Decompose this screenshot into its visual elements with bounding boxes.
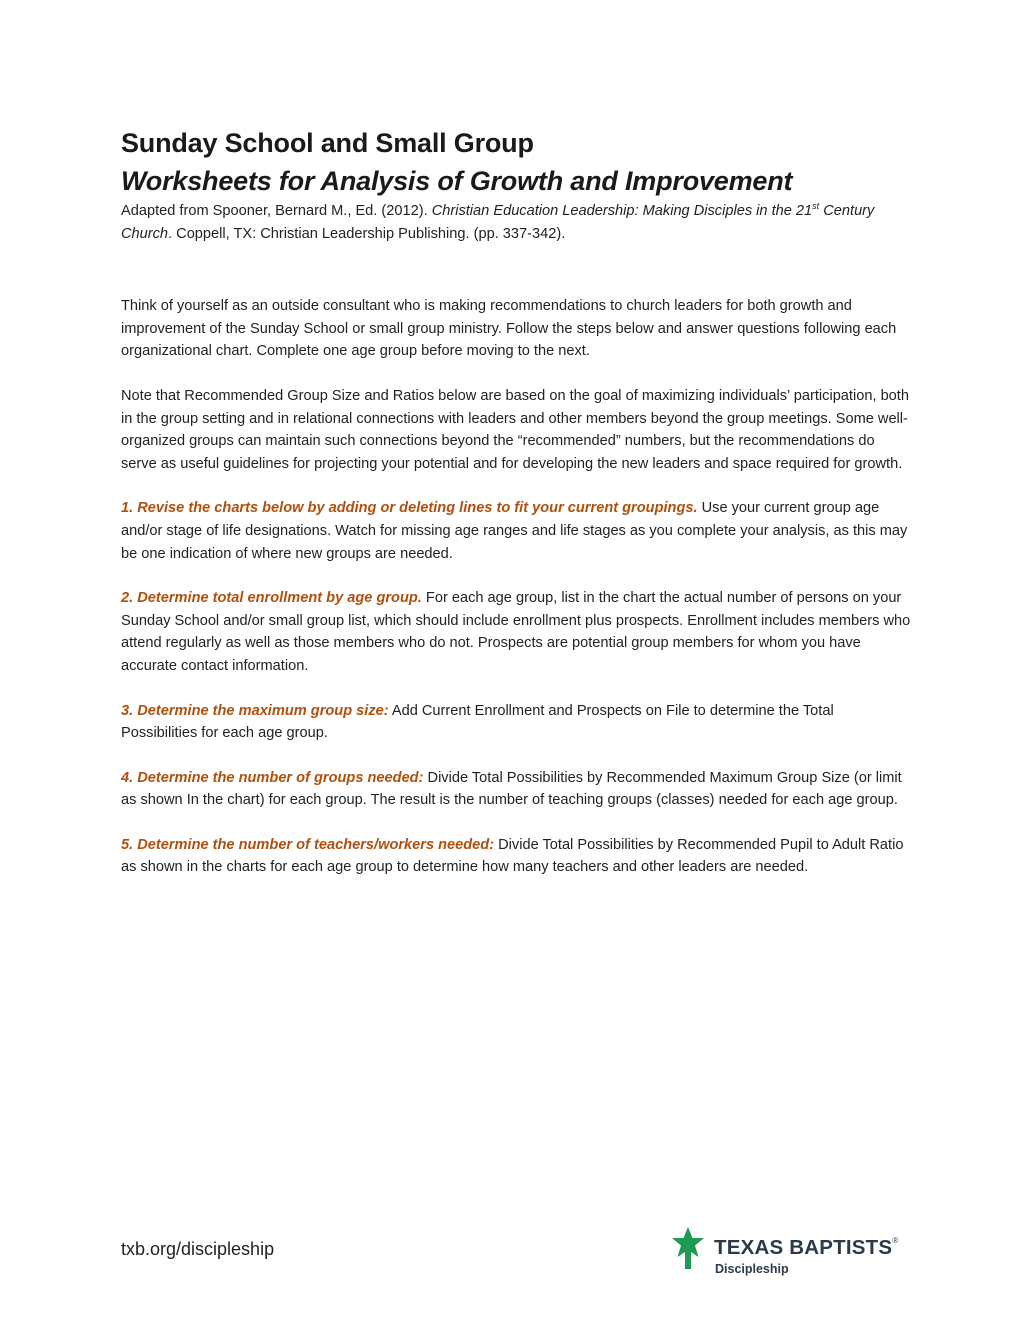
step-5-heading: 5. Determine the number of teachers/workers needed: bbox=[121, 836, 495, 853]
step-3-heading: 3. Determine the maximum group size: bbox=[121, 702, 389, 719]
title-line-1: Sunday School and Small Group bbox=[121, 128, 534, 158]
step-2 bbox=[121, 587, 911, 677]
step-1 bbox=[121, 497, 911, 565]
citation-book-title-sup: st bbox=[812, 201, 820, 212]
footer-url-link[interactable]: txb.org/discipleship bbox=[121, 1239, 275, 1259]
logo-name bbox=[714, 1236, 898, 1260]
citation bbox=[121, 200, 911, 245]
texas-baptists-logo bbox=[668, 1226, 918, 1282]
citation-suffix: . Coppell, TX: Christian Leadership Publishing. (pp. 337-342). bbox=[168, 225, 566, 242]
step-2-body: For each age group, list in the chart the actual number of persons on your Sunday School and/or small group list, which should include enrollment plus prospects. Enrollment includes members who attend regularly as well as those members who do not. Prospects are potential group members for whom you have accurate contact information. bbox=[121, 590, 911, 674]
step-4 bbox=[121, 767, 911, 812]
step-4-body: Divide Total Possibilities by Recommended Maximum Group Size (or limit as shown In the chart) for each group. The result is the number of teaching groups (classes) needed for each age group. bbox=[121, 769, 902, 809]
logo-subtitle: Discipleship bbox=[715, 1262, 789, 1276]
title-line-2: Worksheets for Analysis of Growth and Improvement bbox=[121, 166, 793, 196]
citation-book-title-part2: Century Church bbox=[121, 203, 875, 242]
step-2-heading: 2. Determine total enrollment by age group. bbox=[121, 590, 422, 607]
intro-paragraph: Think of yourself as an outside consultant who is making recommendations to church leaders for both growth and improvement of the Sunday School or small group ministry. Follow the steps below and answer questions following each organizational chart. Complete one age group before moving to the next. bbox=[121, 298, 897, 360]
citation-book-title-part1: Christian Education Leadership: Making Disciples in the 21 bbox=[431, 203, 813, 219]
step-5-body: Divide Total Possibilities by Recommended Pupil to Adult Ratio as shown in the charts for each age group to determine how many teachers and other leaders are needed. bbox=[121, 836, 904, 876]
star-cross-icon bbox=[668, 1226, 708, 1270]
citation-prefix: Adapted from Spooner, Bernard M., Ed. (2012). bbox=[121, 203, 432, 219]
step-1-body: Use your current group age and/or stage of life designations. Watch for missing age ranges and life stages as you complete your analysis, as this may be one indication of where new groups are needed. bbox=[121, 500, 908, 562]
document-content bbox=[121, 124, 911, 879]
logo-registered-mark: ® bbox=[892, 1236, 899, 1245]
document-title bbox=[121, 124, 911, 200]
note-paragraph: Note that Recommended Group Size and Ratios below are based on the goal of maximizing individuals’ participation, both in the group setting and in relational connections with leaders and other members beyond the group meetings. Some well-organized groups can maintain such connections beyond the “recommended” numbers, but the recommendations do serve as useful guidelines for projecting your potential and for developing the new leaders and space required for growth. bbox=[121, 387, 909, 472]
step-1-heading: 1. Revise the charts below by adding or deleting lines to fit your current groupings. bbox=[121, 500, 698, 517]
step-4-heading: 4. Determine the number of groups needed: bbox=[121, 769, 424, 786]
step-3-body: Add Current Enrollment and Prospects on File to determine the Total Possibilities for each age group. bbox=[121, 702, 834, 742]
logo-name-text: TEXAS BAPTISTS bbox=[714, 1236, 893, 1259]
step-3 bbox=[121, 700, 911, 745]
step-5 bbox=[121, 834, 911, 879]
